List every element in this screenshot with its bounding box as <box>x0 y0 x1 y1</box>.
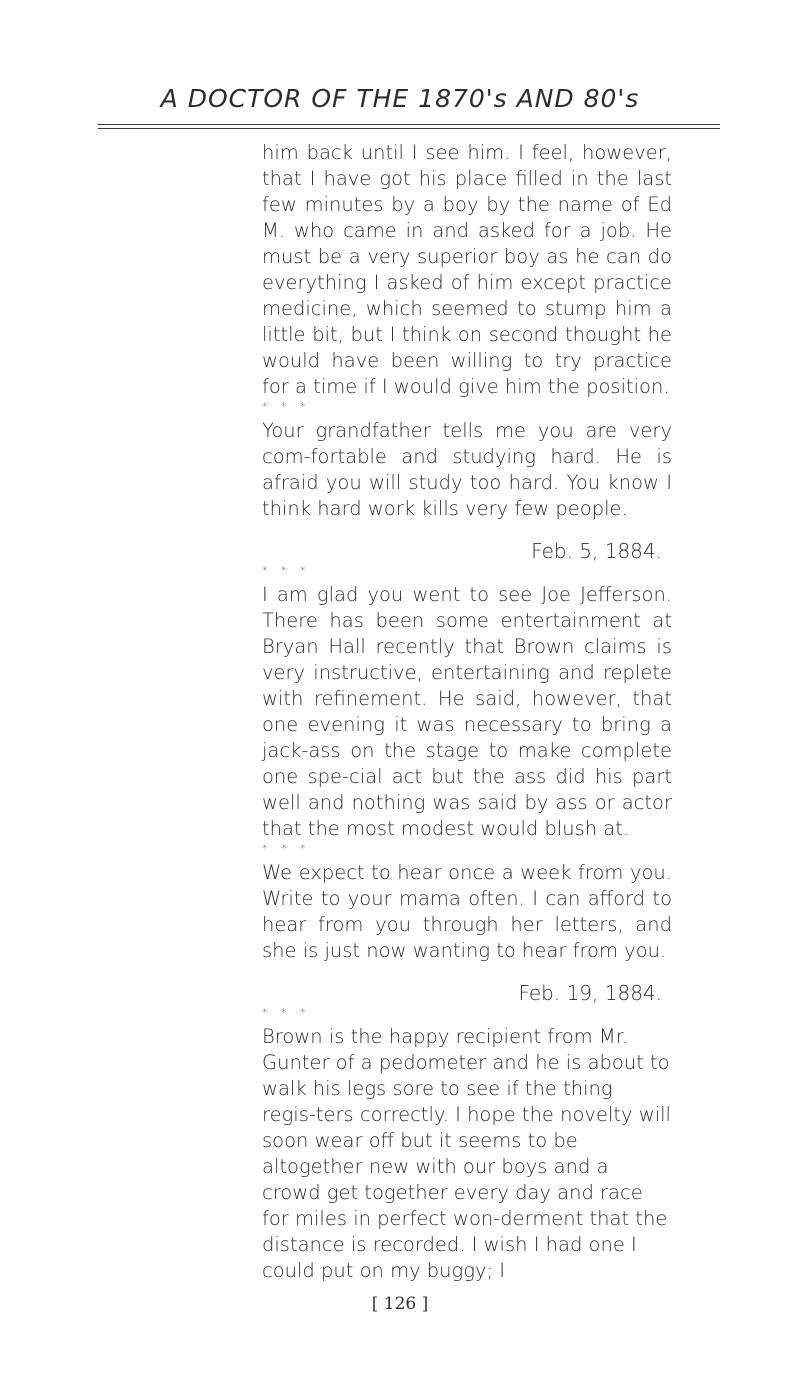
section-separator: * * * <box>262 842 311 855</box>
body-text <box>262 140 672 1284</box>
paragraph: We expect to hear once a week from you. Write to your mama often. I can afford to hear from you through her letters, and she is just now wanting to hear from you. <box>262 861 672 962</box>
section-separator: * * * <box>262 1006 311 1019</box>
dateline: Feb. 5, 1884. <box>531 539 662 563</box>
dateline: Feb. 19, 1884. <box>518 981 662 1005</box>
page-number: [ 126 ] <box>371 1294 429 1314</box>
paragraph: Brown is the happy recipient from Mr. Gunter of a pedometer and he is about to walk his legs sore to see if the thing regis-ters correctly. I hope the novelty will soon wear off but it seems to be altogether new with our boys and a crowd get together every day and race for miles in perfect won-derment that the distance is recorded. I wish I had one I could put on my buggy; I <box>262 1025 671 1282</box>
header-rule <box>98 124 720 129</box>
section-separator: * * * <box>262 400 311 413</box>
paragraph: I am glad you went to see Joe Jefferson. There has been some entertainment at Bryan Hall recently that Brown claims is very instructive, entertaining and replete with refinement. He said, however, that one evening it was necessary to bring a jack-ass on the stage to make complete one spe-cial act but the ass did his part well and nothing was said by ass or actor that the most modest would blush at. <box>262 583 672 840</box>
paragraph: Your grandfather tells me you are very com-fortable and studying hard. He is afraid you will study too hard. You know I think hard work kills very few people. <box>262 419 672 520</box>
paragraph: him back until I see him. I feel, however, that I have got his place filled in the last few minutes by a boy by the name of Ed M. who came in and asked for a job. He must be a very superior boy as he can do everything I asked of him except practice medicine, which seemed to stump him a little bit, but I think on second thought he would have been willing to try practice for a time if I would give him the position. <box>262 141 672 398</box>
running-head: A DOCTOR OF THE 1870's AND 80's <box>160 84 640 113</box>
section-separator: * * * <box>262 564 311 577</box>
